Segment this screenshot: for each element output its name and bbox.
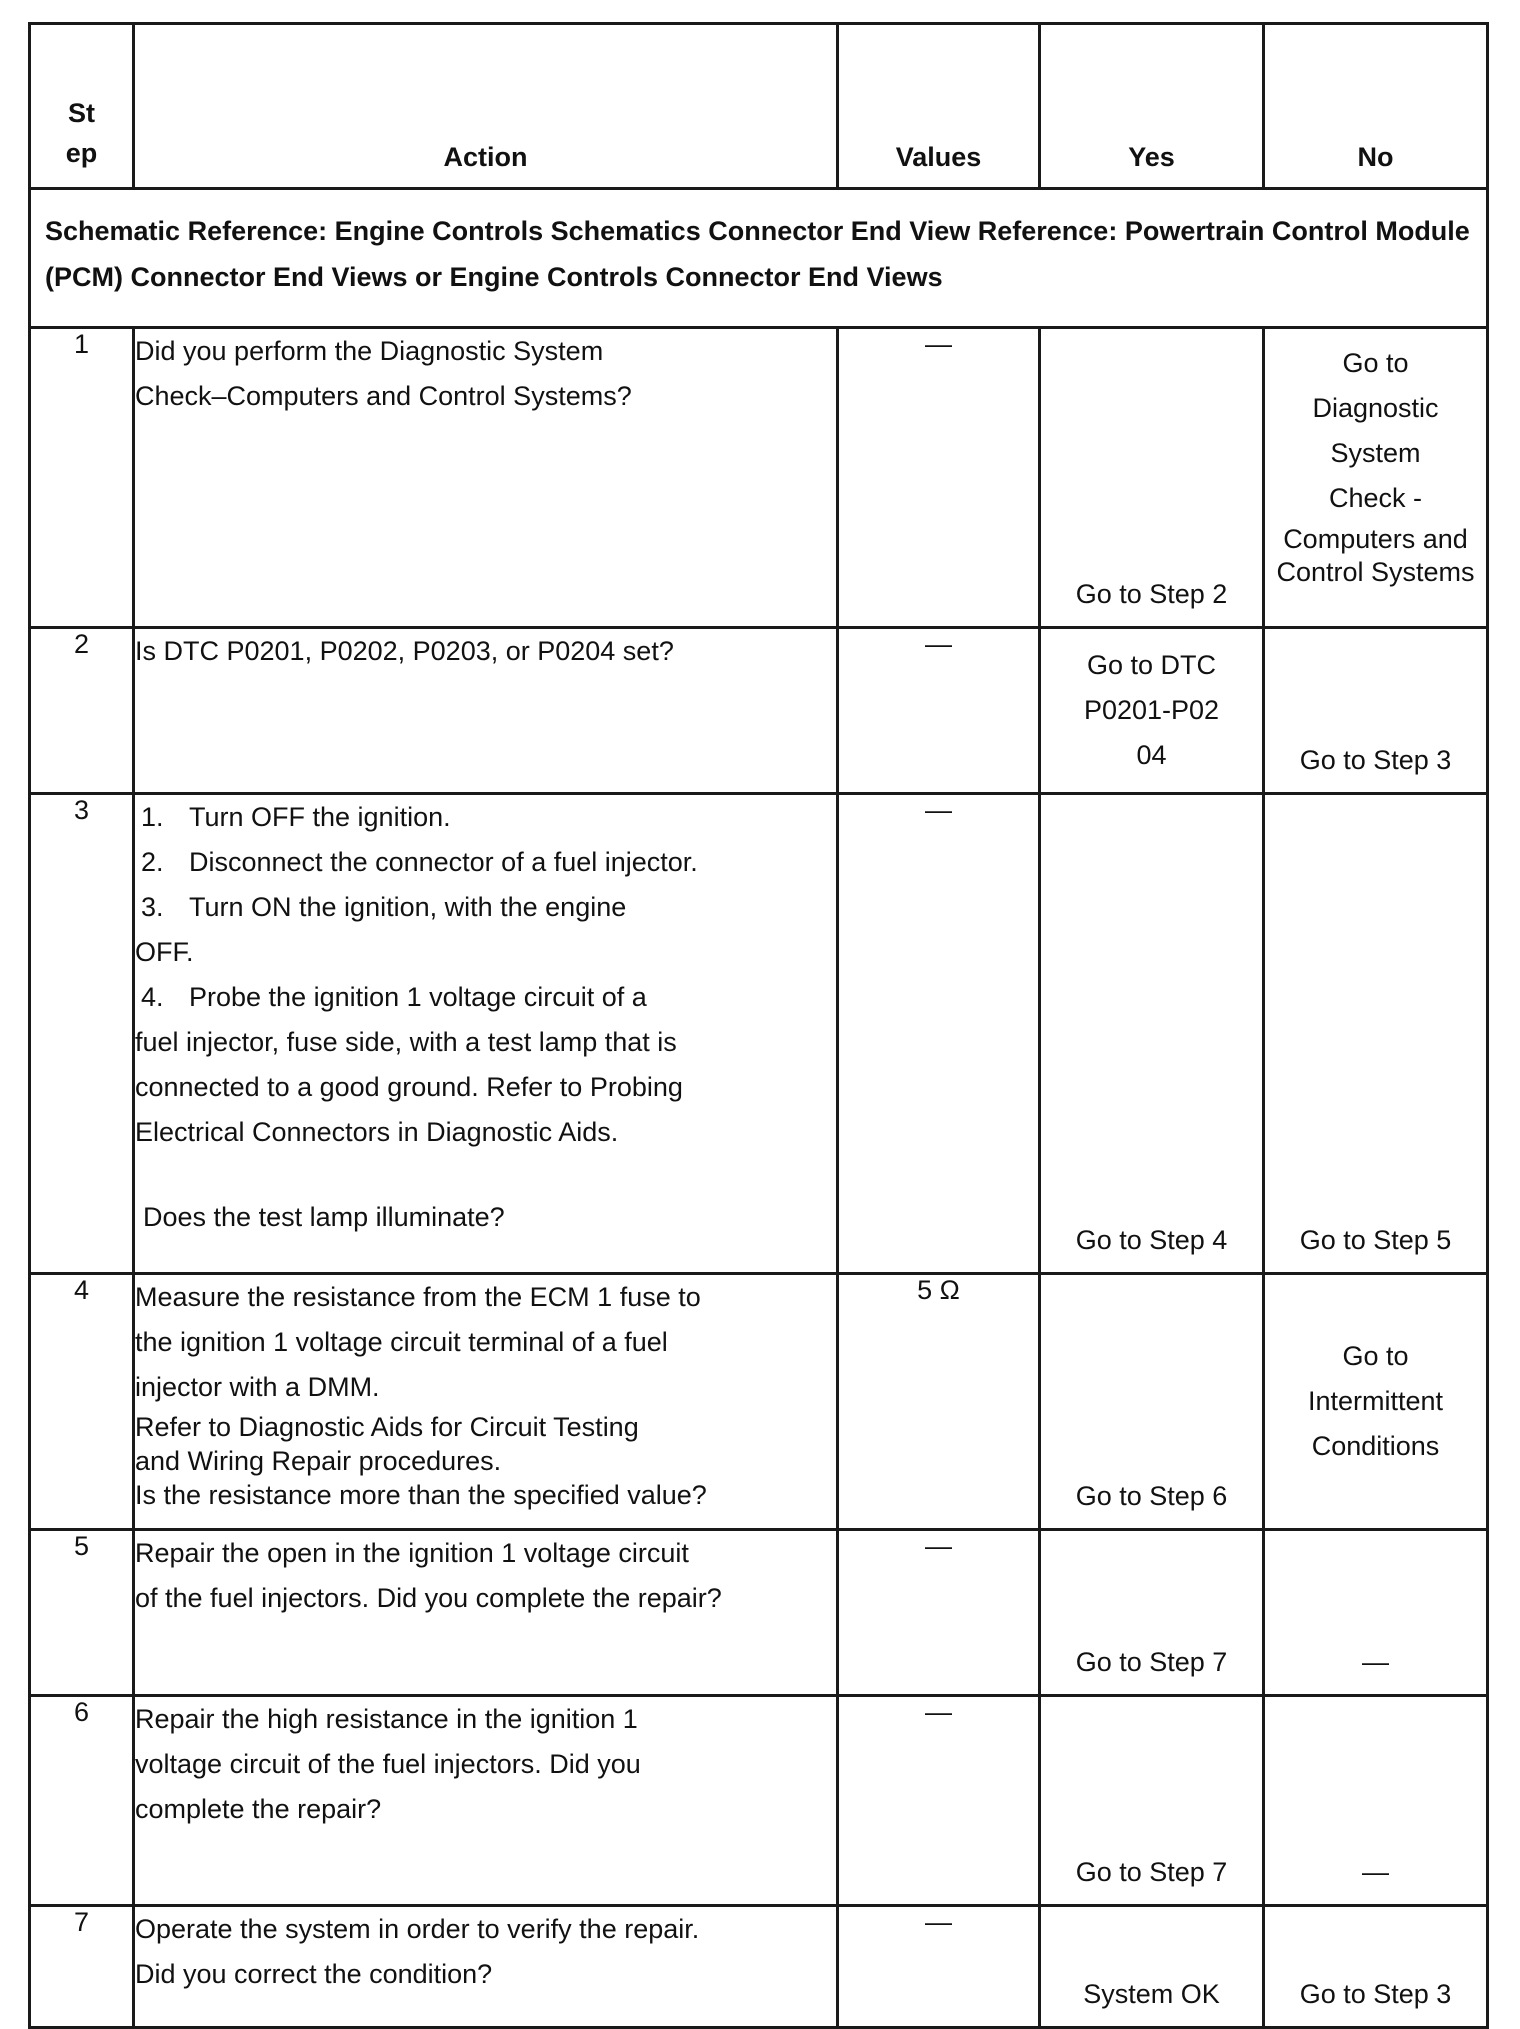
diagnostic-table [28,22,1489,2029]
step-number: 7 [30,1906,134,2028]
yes-cell [1040,328,1264,628]
list-number: 3. [141,892,164,922]
action-cell [134,1530,838,1696]
list-item [135,840,836,885]
header-row [30,24,1488,189]
header-yes: Yes [1040,24,1264,189]
reference-row [30,189,1488,328]
action-line: OFF. [135,937,194,967]
action-cell [134,794,838,1274]
no-cell [1264,1274,1488,1530]
list-number: 1. [141,802,164,832]
yes-cell [1040,628,1264,794]
yes-line: Go to DTC [1086,650,1217,680]
header-step: St ep [30,24,134,189]
no-cell [1264,1530,1488,1696]
no-line: Conditions [1311,1431,1440,1461]
action-line: injector with a DMM. [135,1372,380,1402]
no-line: Intermittent [1307,1386,1444,1416]
no-line: Control Systems [1276,557,1475,587]
action-line: Electrical Connectors in Diagnostic Aids. [135,1117,619,1147]
yes-text: System OK [1083,1979,1220,2009]
action-line: Did you correct the condition? [135,1959,493,1989]
list-number: 4. [141,982,164,1012]
yes-text: Go to Step 6 [1075,1481,1228,1511]
table-row [30,1530,1488,1696]
step-number: 2 [30,628,134,794]
step-number: 6 [30,1696,134,1906]
yes-text: Go to Step 2 [1075,579,1228,609]
no-cell [1264,328,1488,628]
list-item [135,975,836,1020]
table-row [30,628,1488,794]
header-values: Values [838,24,1040,189]
no-text: Go to Step 3 [1299,745,1452,775]
table-row [30,794,1488,1274]
yes-cell [1040,1906,1264,2028]
action-line: Check–Computers and Control Systems? [135,381,632,411]
table-row [30,1696,1488,1906]
no-text: Go to Step 5 [1299,1225,1452,1255]
list-text: Turn OFF the ignition. [189,802,451,832]
action-line: Operate the system in order to verify the repair. [135,1914,700,1944]
no-line: System [1330,438,1421,468]
no-line: Check - [1328,483,1423,513]
action-line: connected to a good ground. Refer to Probing [135,1072,683,1102]
no-line: Diagnostic [1312,393,1439,423]
values-cell: 5 Ω [838,1274,1040,1530]
header-action: Action [134,24,838,189]
yes-cell [1040,1696,1264,1906]
action-line: Repair the open in the ignition 1 voltage circuit [135,1538,689,1568]
yes-text: Go to Step 7 [1075,1857,1228,1887]
list-item [135,795,836,840]
table-row [30,1274,1488,1530]
list-number: 2. [141,847,164,877]
action-line: voltage circuit of the fuel injectors. Did you [135,1749,641,1779]
no-text: Go to Step 3 [1299,1979,1452,2009]
list-text: Disconnect the connector of a fuel injector. [189,847,698,877]
action-cell [134,1696,838,1906]
action-cell [134,1906,838,2028]
action-line: Did you perform the Diagnostic System [135,336,604,366]
no-text: — [1362,1647,1389,1677]
action-line: complete the repair? [135,1794,382,1824]
list-text: Turn ON the ignition, with the engine [189,892,627,922]
action-line: Measure the resistance from the ECM 1 fuse to [135,1282,701,1312]
table-row [30,1906,1488,2028]
values-cell: — [838,1696,1040,1906]
no-cell [1264,1696,1488,1906]
no-line: Computers and [1283,524,1468,554]
yes-line: 04 [1136,740,1167,770]
list-text: Probe the ignition 1 voltage circuit of a [189,982,647,1012]
values-cell: — [838,628,1040,794]
yes-cell [1040,1530,1264,1696]
yes-text: Go to Step 4 [1075,1225,1228,1255]
no-cell [1264,1906,1488,2028]
step-number: 3 [30,794,134,1274]
no-line: Go to [1342,348,1409,378]
step-number: 5 [30,1530,134,1696]
action-line: Is DTC P0201, P0202, P0203, or P0204 set? [135,636,674,666]
table-row [30,328,1488,628]
action-question: Does the test lamp illuminate? [143,1202,505,1232]
action-line: Refer to Diagnostic Aids for Circuit Testing [135,1412,639,1442]
yes-cell [1040,1274,1264,1530]
schematic-reference: Schematic Reference: Engine Controls Schematics Connector End View Reference: Powertrain Control Module (PCM) Connector End Views or Engine Controls Connector End Views [30,189,1488,328]
yes-cell [1040,794,1264,1274]
no-cell [1264,628,1488,794]
no-line: Go to [1342,1341,1409,1371]
action-cell [134,628,838,794]
no-text: — [1362,1857,1389,1887]
yes-line: P0201-P02 [1083,695,1220,725]
action-line: and Wiring Repair procedures. [135,1446,502,1476]
action-line: Repair the high resistance in the ignition 1 [135,1704,638,1734]
yes-text: Go to Step 7 [1075,1647,1228,1677]
list-item [135,885,836,930]
no-cell [1264,794,1488,1274]
action-cell [134,1274,838,1530]
values-cell: — [838,328,1040,628]
step-number: 4 [30,1274,134,1530]
values-cell: — [838,1906,1040,2028]
header-no: No [1264,24,1488,189]
action-line: of the fuel injectors. Did you complete the repair? [135,1583,722,1613]
action-line: fuel injector, fuse side, with a test lamp that is [135,1027,677,1057]
values-cell: — [838,1530,1040,1696]
step-number: 1 [30,328,134,628]
action-cell [134,328,838,628]
action-line: the ignition 1 voltage circuit terminal of a fuel [135,1327,668,1357]
values-cell: — [838,794,1040,1274]
action-line: Is the resistance more than the specified value? [135,1480,707,1510]
